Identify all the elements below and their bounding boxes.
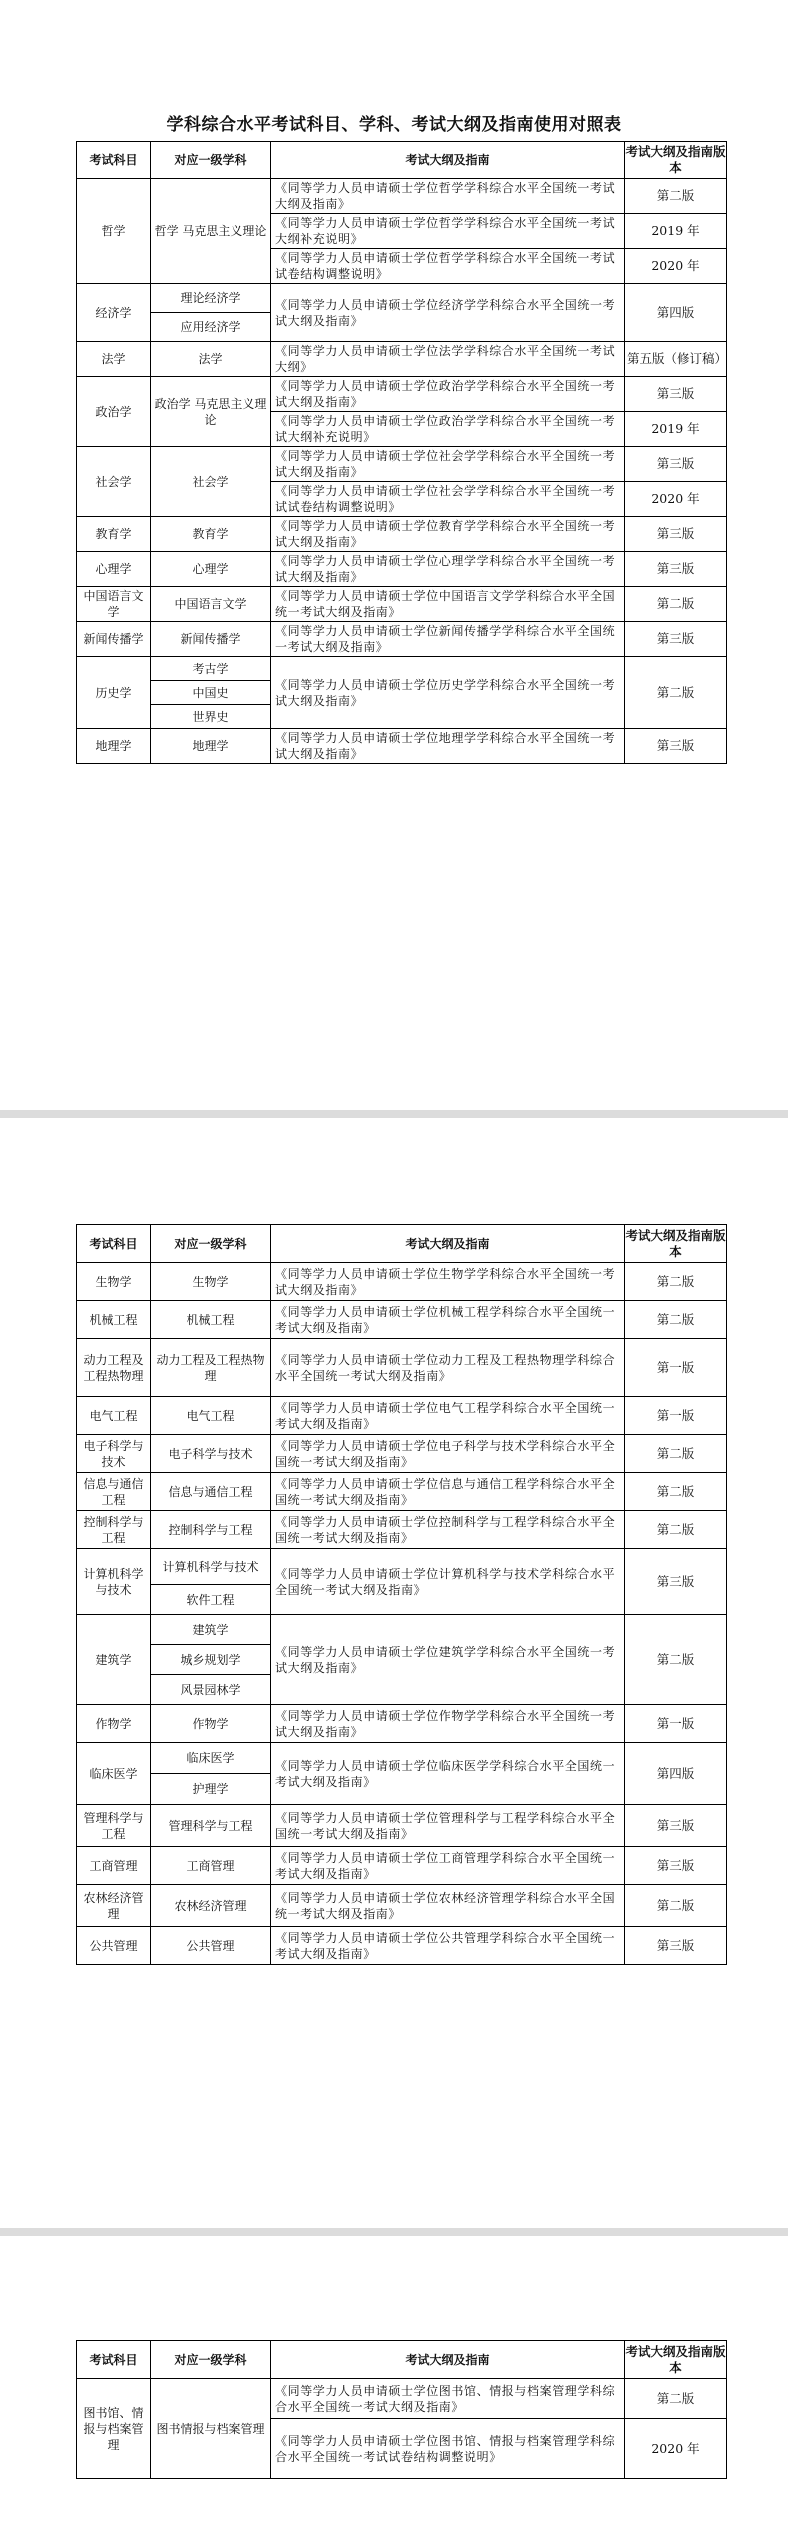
table-row — [77, 1705, 727, 1743]
table-header-row — [77, 1225, 727, 1263]
version-cell: 第二版 — [625, 1615, 727, 1705]
subject-cell: 作物学 — [77, 1705, 151, 1743]
version-cell: 第二版 — [625, 2379, 727, 2419]
syllabus-cell: 《同等学力人员申请硕士学位动力工程及工程热物理学科综合水平全国统一考试大纲及指南》 — [271, 1339, 625, 1397]
discipline-cell: 考古学 — [151, 657, 271, 681]
subject-cell: 法学 — [77, 342, 151, 377]
version-cell: 第三版 — [625, 447, 727, 482]
version-cell: 第一版 — [625, 1339, 727, 1397]
discipline-cell: 建筑学 — [151, 1615, 271, 1645]
discipline-cell: 图书情报与档案管理 — [151, 2379, 271, 2479]
version-cell: 2020 年 — [625, 249, 727, 284]
syllabus-cell: 《同等学力人员申请硕士学位工商管理学科综合水平全国统一考试大纲及指南》 — [271, 1847, 625, 1885]
syllabus-cell: 《同等学力人员申请硕士学位农林经济管理学科综合水平全国统一考试大纲及指南》 — [271, 1885, 625, 1927]
subject-cell: 经济学 — [77, 284, 151, 342]
discipline-cell: 城乡规划学 — [151, 1645, 271, 1675]
subject-cell: 管理科学与工程 — [77, 1805, 151, 1847]
subject-cell: 信息与通信工程 — [77, 1473, 151, 1511]
syllabus-cell: 《同等学力人员申请硕士学位信息与通信工程学科综合水平全国统一考试大纲及指南》 — [271, 1473, 625, 1511]
subject-cell: 历史学 — [77, 657, 151, 729]
version-cell: 第三版 — [625, 729, 727, 764]
discipline-cell: 中国语言文学 — [151, 587, 271, 622]
header-syllabus: 考试大纲及指南 — [271, 2341, 625, 2379]
version-cell: 第四版 — [625, 284, 727, 342]
discipline-cell: 生物学 — [151, 1263, 271, 1301]
table-row — [77, 1435, 727, 1473]
syllabus-cell: 《同等学力人员申请硕士学位作物学学科综合水平全国统一考试大纲及指南》 — [271, 1705, 625, 1743]
table-row — [77, 1805, 727, 1847]
version-cell: 2019 年 — [625, 214, 727, 249]
table-header-row — [77, 142, 727, 179]
subject-cell: 机械工程 — [77, 1301, 151, 1339]
subject-cell: 临床医学 — [77, 1743, 151, 1805]
version-cell: 第二版 — [625, 1435, 727, 1473]
version-cell: 2020 年 — [625, 2419, 727, 2479]
table-row — [77, 342, 727, 377]
discipline-cell: 计算机科学与技术 — [151, 1549, 271, 1585]
syllabus-cell: 《同等学力人员申请硕士学位图书馆、情报与档案管理学科综合水平全国统一考试大纲及指南》 — [271, 2379, 625, 2419]
header-syllabus: 考试大纲及指南 — [271, 142, 625, 179]
syllabus-cell: 《同等学力人员申请硕士学位社会学学科综合水平全国统一考试试卷结构调整说明》 — [271, 482, 625, 517]
header-syllabus: 考试大纲及指南 — [271, 1225, 625, 1263]
table-row — [77, 1263, 727, 1301]
discipline-cell: 中国史 — [151, 681, 271, 705]
page-separator — [0, 2228, 788, 2236]
discipline-cell: 作物学 — [151, 1705, 271, 1743]
version-cell: 第二版 — [625, 657, 727, 729]
subject-cell: 建筑学 — [77, 1615, 151, 1705]
discipline-cell: 应用经济学 — [151, 313, 271, 342]
subject-cell: 电子科学与技术 — [77, 1435, 151, 1473]
syllabus-cell: 《同等学力人员申请硕士学位心理学学科综合水平全国统一考试大纲及指南》 — [271, 552, 625, 587]
table-row — [77, 1615, 727, 1645]
version-cell: 2019 年 — [625, 412, 727, 447]
subject-cell: 社会学 — [77, 447, 151, 517]
table-row — [77, 447, 727, 482]
document-page-3 — [0, 2236, 788, 2548]
syllabus-cell: 《同等学力人员申请硕士学位新闻传播学学科综合水平全国统一考试大纲及指南》 — [271, 622, 625, 657]
table-row — [77, 1473, 727, 1511]
version-cell: 第三版 — [625, 622, 727, 657]
discipline-cell: 管理科学与工程 — [151, 1805, 271, 1847]
version-cell: 第一版 — [625, 1705, 727, 1743]
version-cell: 第二版 — [625, 1473, 727, 1511]
syllabus-cell: 《同等学力人员申请硕士学位教育学学科综合水平全国统一考试大纲及指南》 — [271, 517, 625, 552]
table-row — [77, 284, 727, 313]
discipline-cell: 地理学 — [151, 729, 271, 764]
table-row — [77, 1885, 727, 1927]
syllabus-cell: 《同等学力人员申请硕士学位电子科学与技术学科综合水平全国统一考试大纲及指南》 — [271, 1435, 625, 1473]
syllabus-cell: 《同等学力人员申请硕士学位公共管理学科综合水平全国统一考试大纲及指南》 — [271, 1927, 625, 1965]
discipline-cell: 电气工程 — [151, 1397, 271, 1435]
version-cell: 第三版 — [625, 1927, 727, 1965]
syllabus-cell: 《同等学力人员申请硕士学位政治学学科综合水平全国统一考试大纲补充说明》 — [271, 412, 625, 447]
discipline-cell: 农林经济管理 — [151, 1885, 271, 1927]
discipline-cell: 理论经济学 — [151, 284, 271, 313]
discipline-cell: 临床医学 — [151, 1743, 271, 1774]
discipline-cell: 心理学 — [151, 552, 271, 587]
subject-cell: 电气工程 — [77, 1397, 151, 1435]
subject-table-page-2 — [76, 1224, 727, 1965]
subject-cell: 工商管理 — [77, 1847, 151, 1885]
table-row — [77, 1549, 727, 1585]
syllabus-cell: 《同等学力人员申请硕士学位图书馆、情报与档案管理学科综合水平全国统一考试试卷结构调整说明》 — [271, 2419, 625, 2479]
discipline-cell: 工商管理 — [151, 1847, 271, 1885]
discipline-cell: 新闻传播学 — [151, 622, 271, 657]
discipline-cell: 社会学 — [151, 447, 271, 517]
table-row — [77, 1397, 727, 1435]
table-row — [77, 657, 727, 681]
version-cell: 第三版 — [625, 1847, 727, 1885]
table-header-row — [77, 2341, 727, 2379]
version-cell: 第三版 — [625, 552, 727, 587]
version-cell: 第二版 — [625, 587, 727, 622]
discipline-cell: 电子科学与技术 — [151, 1435, 271, 1473]
version-cell: 第二版 — [625, 1263, 727, 1301]
syllabus-cell: 《同等学力人员申请硕士学位历史学学科综合水平全国统一考试大纲及指南》 — [271, 657, 625, 729]
version-cell: 第二版 — [625, 1885, 727, 1927]
discipline-cell: 动力工程及工程热物理 — [151, 1339, 271, 1397]
document-page-1 — [0, 0, 788, 1110]
document-page-2 — [0, 1118, 788, 2228]
subject-cell: 新闻传播学 — [77, 622, 151, 657]
table-row — [77, 179, 727, 214]
header-subject: 考试科目 — [77, 1225, 151, 1263]
subject-cell: 心理学 — [77, 552, 151, 587]
syllabus-cell: 《同等学力人员申请硕士学位电气工程学科综合水平全国统一考试大纲及指南》 — [271, 1397, 625, 1435]
table-row — [77, 1743, 727, 1774]
syllabus-cell: 《同等学力人员申请硕士学位生物学学科综合水平全国统一考试大纲及指南》 — [271, 1263, 625, 1301]
discipline-cell: 世界史 — [151, 705, 271, 729]
header-discipline: 对应一级学科 — [151, 2341, 271, 2379]
subject-cell: 地理学 — [77, 729, 151, 764]
syllabus-cell: 《同等学力人员申请硕士学位哲学学科综合水平全国统一考试大纲补充说明》 — [271, 214, 625, 249]
subject-cell: 农林经济管理 — [77, 1885, 151, 1927]
table-row — [77, 552, 727, 587]
subject-table-page-1 — [76, 141, 727, 764]
subject-cell: 中国语言文学 — [77, 587, 151, 622]
table-row — [77, 1927, 727, 1965]
version-cell: 2020 年 — [625, 482, 727, 517]
page-separator — [0, 1110, 788, 1118]
header-subject: 考试科目 — [77, 2341, 151, 2379]
version-cell: 第二版 — [625, 1301, 727, 1339]
syllabus-cell: 《同等学力人员申请硕士学位社会学学科综合水平全国统一考试大纲及指南》 — [271, 447, 625, 482]
version-cell: 第二版 — [625, 1511, 727, 1549]
table-row — [77, 1511, 727, 1549]
header-discipline: 对应一级学科 — [151, 142, 271, 179]
syllabus-cell: 《同等学力人员申请硕士学位机械工程学科综合水平全国统一考试大纲及指南》 — [271, 1301, 625, 1339]
syllabus-cell: 《同等学力人员申请硕士学位经济学学科综合水平全国统一考试大纲及指南》 — [271, 284, 625, 342]
subject-cell: 动力工程及工程热物理 — [77, 1339, 151, 1397]
subject-cell: 生物学 — [77, 1263, 151, 1301]
syllabus-cell: 《同等学力人员申请硕士学位哲学学科综合水平全国统一考试试卷结构调整说明》 — [271, 249, 625, 284]
subject-cell: 教育学 — [77, 517, 151, 552]
table-row — [77, 517, 727, 552]
syllabus-cell: 《同等学力人员申请硕士学位中国语言文学学科综合水平全国统一考试大纲及指南》 — [271, 587, 625, 622]
syllabus-cell: 《同等学力人员申请硕士学位临床医学学科综合水平全国统一考试大纲及指南》 — [271, 1743, 625, 1805]
discipline-cell: 风景园林学 — [151, 1675, 271, 1705]
subject-cell: 政治学 — [77, 377, 151, 447]
subject-cell: 计算机科学与技术 — [77, 1549, 151, 1615]
discipline-cell: 哲学 马克思主义理论 — [151, 179, 271, 284]
syllabus-cell: 《同等学力人员申请硕士学位地理学学科综合水平全国统一考试大纲及指南》 — [271, 729, 625, 764]
version-cell: 第三版 — [625, 1549, 727, 1615]
subject-cell: 公共管理 — [77, 1927, 151, 1965]
subject-cell: 哲学 — [77, 179, 151, 284]
version-cell: 第五版（修订稿） — [625, 342, 727, 377]
discipline-cell: 政治学 马克思主义理论 — [151, 377, 271, 447]
subject-cell: 图书馆、情报与档案管理 — [77, 2379, 151, 2479]
discipline-cell: 机械工程 — [151, 1301, 271, 1339]
version-cell: 第二版 — [625, 179, 727, 214]
table-row — [77, 1301, 727, 1339]
syllabus-cell: 《同等学力人员申请硕士学位哲学学科综合水平全国统一考试大纲及指南》 — [271, 179, 625, 214]
subject-table-page-3 — [76, 2340, 727, 2479]
table-row — [77, 1339, 727, 1397]
syllabus-cell: 《同等学力人员申请硕士学位政治学学科综合水平全国统一考试大纲及指南》 — [271, 377, 625, 412]
discipline-cell: 教育学 — [151, 517, 271, 552]
discipline-cell: 护理学 — [151, 1774, 271, 1805]
header-subject: 考试科目 — [77, 142, 151, 179]
discipline-cell: 法学 — [151, 342, 271, 377]
version-cell: 第三版 — [625, 517, 727, 552]
version-cell: 第三版 — [625, 1805, 727, 1847]
header-version: 考试大纲及指南版本 — [625, 2341, 727, 2379]
header-discipline: 对应一级学科 — [151, 1225, 271, 1263]
version-cell: 第四版 — [625, 1743, 727, 1805]
version-cell: 第一版 — [625, 1397, 727, 1435]
page-title: 学科综合水平考试科目、学科、考试大纲及指南使用对照表 — [166, 115, 622, 135]
syllabus-cell: 《同等学力人员申请硕士学位计算机科学与技术学科综合水平全国统一考试大纲及指南》 — [271, 1549, 625, 1615]
syllabus-cell: 《同等学力人员申请硕士学位管理科学与工程学科综合水平全国统一考试大纲及指南》 — [271, 1805, 625, 1847]
table-row — [77, 587, 727, 622]
version-cell: 第三版 — [625, 377, 727, 412]
table-row — [77, 622, 727, 657]
table-row — [77, 1847, 727, 1885]
discipline-cell: 信息与通信工程 — [151, 1473, 271, 1511]
header-version: 考试大纲及指南版本 — [625, 1225, 727, 1263]
syllabus-cell: 《同等学力人员申请硕士学位法学学科综合水平全国统一考试大纲》 — [271, 342, 625, 377]
subject-cell: 控制科学与工程 — [77, 1511, 151, 1549]
header-version: 考试大纲及指南版本 — [625, 142, 727, 179]
table-row — [77, 2379, 727, 2419]
syllabus-cell: 《同等学力人员申请硕士学位建筑学学科综合水平全国统一考试大纲及指南》 — [271, 1615, 625, 1705]
discipline-cell: 公共管理 — [151, 1927, 271, 1965]
table-row — [77, 729, 727, 764]
table-row — [77, 377, 727, 412]
syllabus-cell: 《同等学力人员申请硕士学位控制科学与工程学科综合水平全国统一考试大纲及指南》 — [271, 1511, 625, 1549]
discipline-cell: 软件工程 — [151, 1585, 271, 1615]
discipline-cell: 控制科学与工程 — [151, 1511, 271, 1549]
